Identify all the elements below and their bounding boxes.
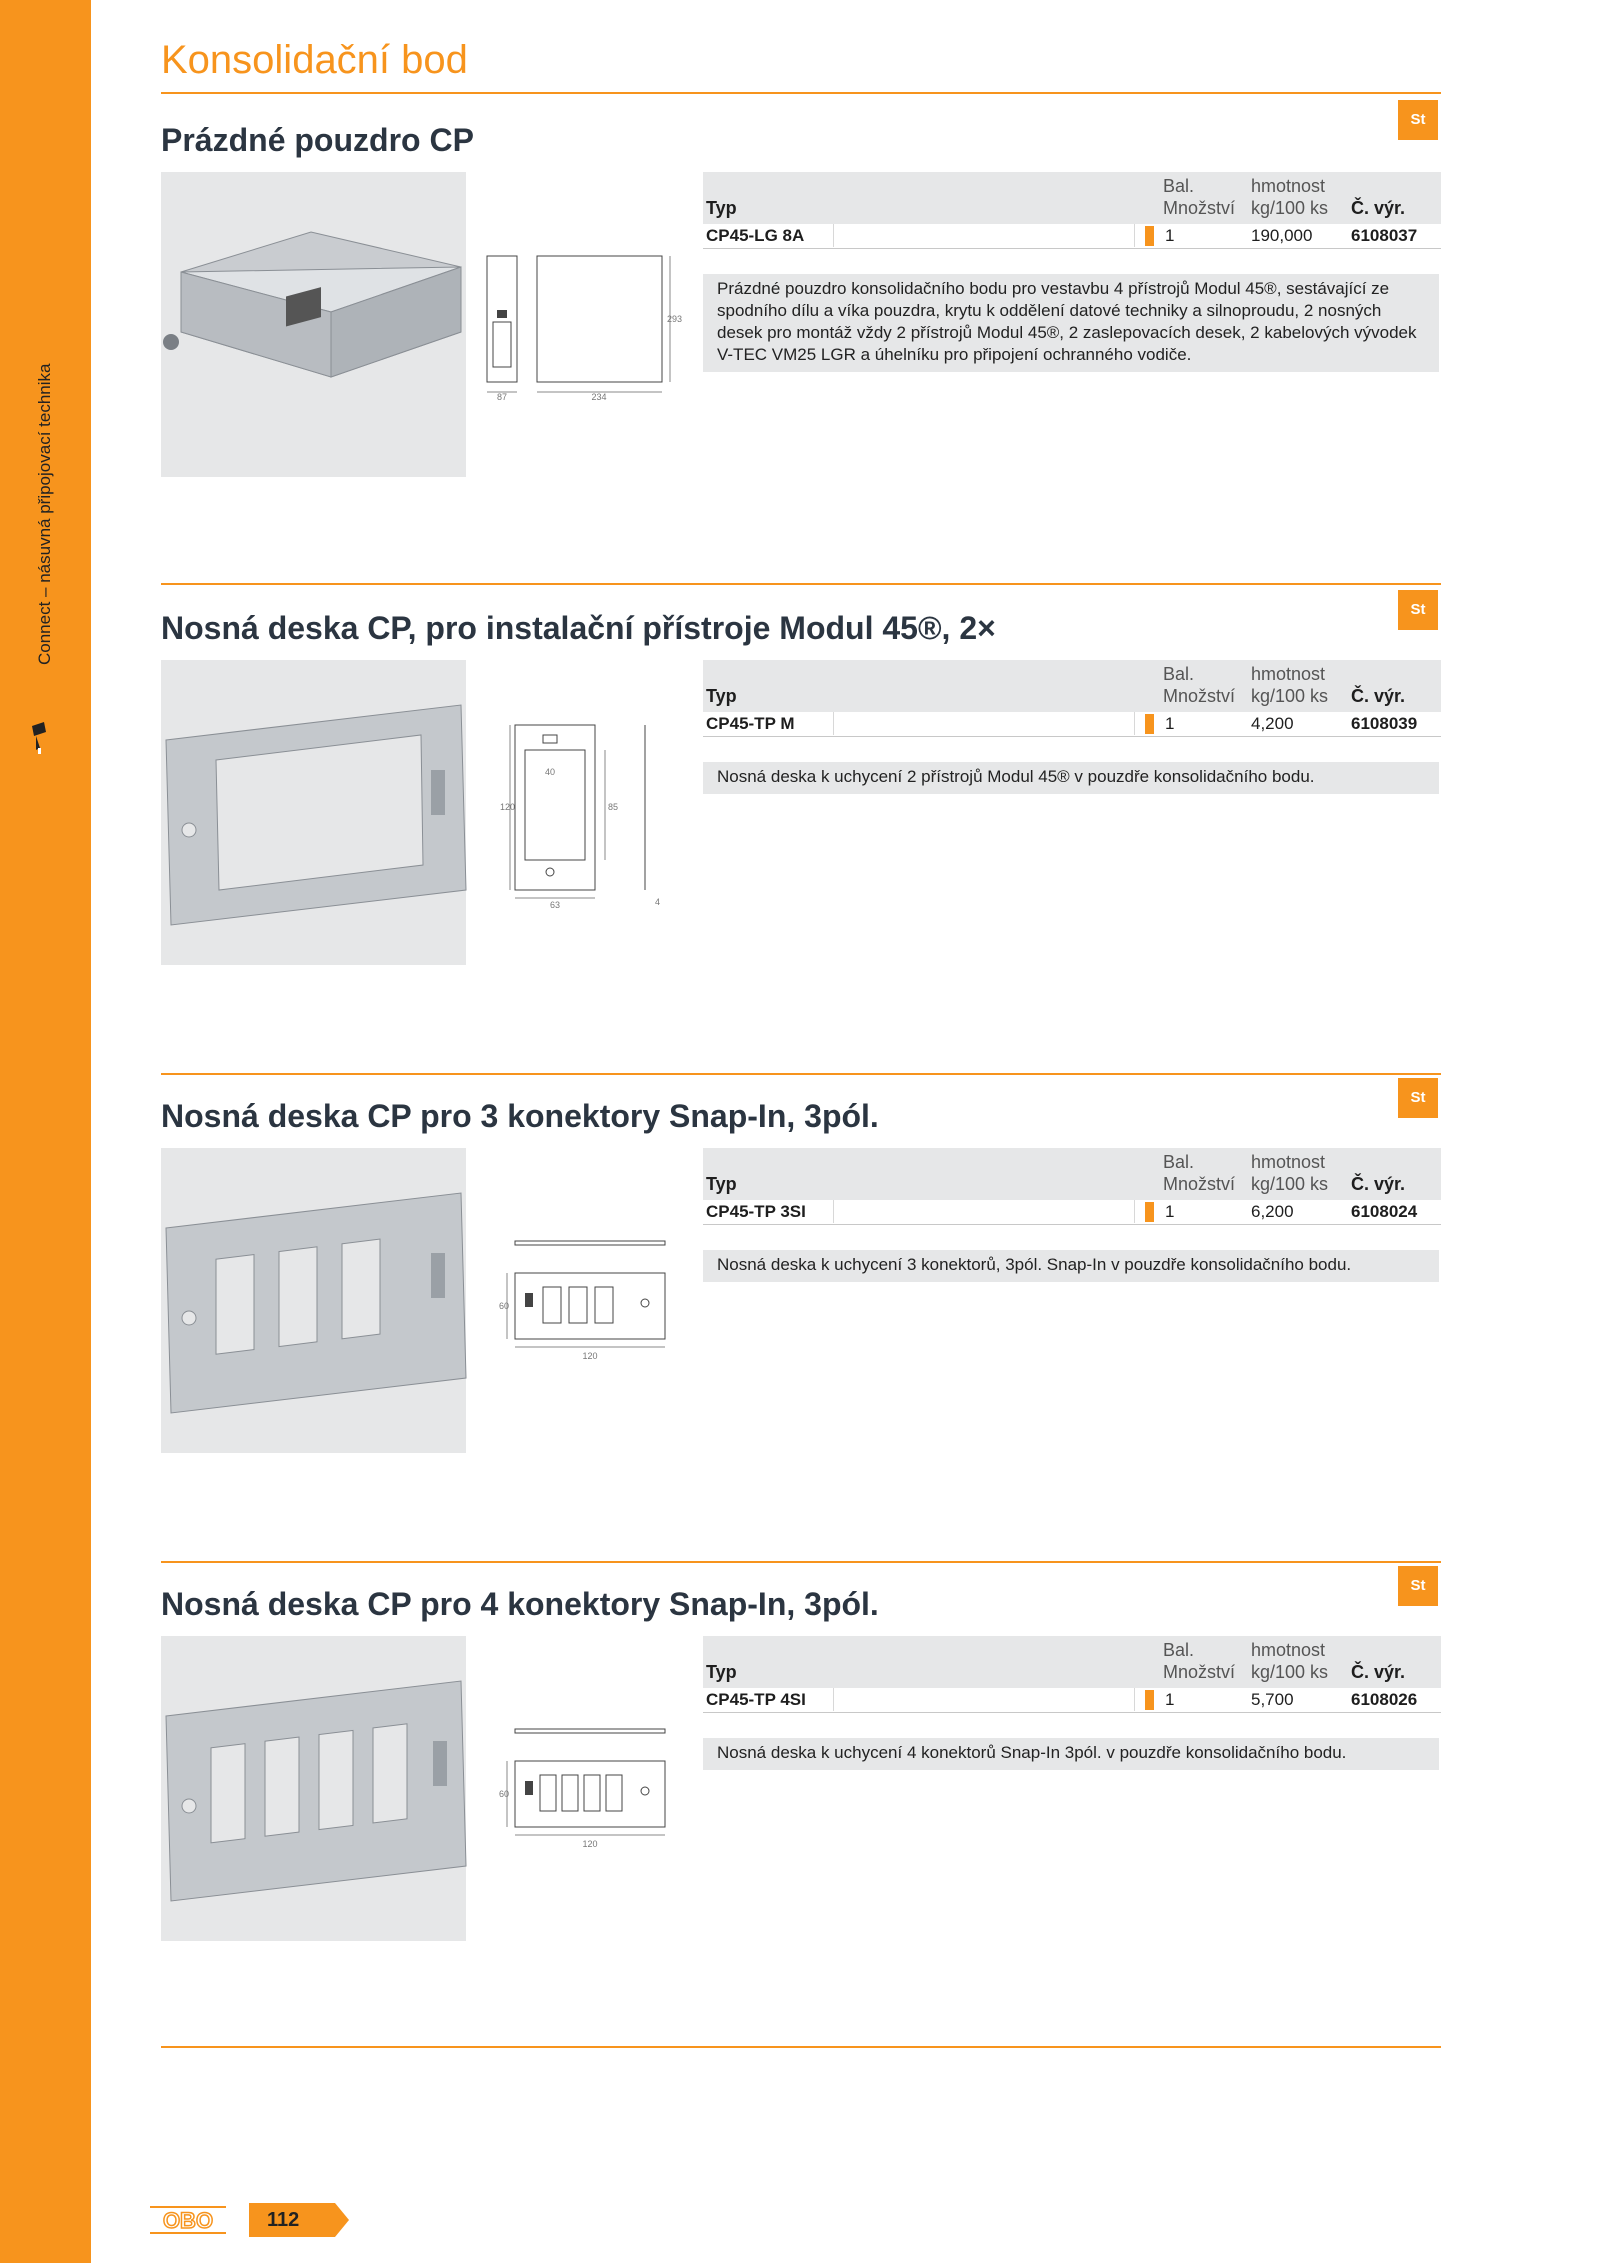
dim-label: 120: [500, 802, 516, 812]
header-mnozstvi: Množství: [1163, 1662, 1236, 1682]
row-qty: 1: [1165, 1202, 1175, 1221]
plate-illustration: [161, 1148, 466, 1453]
plate-illustration: [161, 660, 466, 965]
header-cvyr: Č. výr.: [1351, 198, 1406, 218]
header-hmotnost: hmotnost: [1251, 1640, 1326, 1660]
header-bal: Bal.: [1163, 664, 1195, 684]
row-typ: CP45-LG 8A: [706, 226, 805, 245]
row-marker: [1145, 714, 1154, 734]
header-cvyr: Č. výr.: [1351, 1174, 1406, 1194]
table-header: [703, 660, 1441, 712]
row-weight: 5,700: [1251, 1690, 1294, 1709]
technical-drawing: [485, 252, 683, 402]
dim-label: 4: [655, 897, 661, 907]
header-typ: Typ: [706, 1662, 737, 1682]
dim-label: 234: [591, 392, 607, 402]
table-row: [703, 1200, 1441, 1225]
page-title: Konsolidační bod: [161, 38, 468, 82]
table-header: [703, 172, 1441, 224]
material-badge: St: [1398, 100, 1438, 140]
section-title-3: Nosná deska CP pro 3 konektory Snap-In, 3pól.: [161, 1098, 879, 1134]
row-weight: 6,200: [1251, 1202, 1294, 1221]
material-badge: St: [1398, 590, 1438, 630]
product-table-1: [703, 172, 1441, 249]
material-badge: St: [1398, 1078, 1438, 1118]
row-qty: 1: [1165, 714, 1175, 733]
side-label: Connect – násuvná připojovací technika: [35, 363, 54, 665]
dim-label: 87: [496, 392, 508, 402]
dim-label: 85: [608, 802, 619, 812]
table-row: [703, 224, 1441, 249]
header-kg: kg/100 ks: [1251, 1174, 1329, 1194]
dim-label: 120: [582, 1839, 598, 1849]
row-art: 6108024: [1351, 1202, 1418, 1221]
header-mnozstvi: Množství: [1163, 1174, 1236, 1194]
row-typ: CP45-TP 4SI: [706, 1690, 806, 1709]
row-qty: 1: [1165, 226, 1175, 245]
product-photo: [161, 172, 466, 477]
logo-text: OBO: [162, 2208, 214, 2233]
row-marker: [1145, 1202, 1154, 1222]
header-bal: Bal.: [1163, 1152, 1195, 1172]
divider: [161, 2046, 1441, 2048]
row-art: 6108026: [1351, 1690, 1418, 1709]
product-photo: [161, 1148, 466, 1453]
header-typ: Typ: [706, 1174, 737, 1194]
header-bal: Bal.: [1163, 1640, 1195, 1660]
product-description: Prázdné pouzdro konsolidačního bodu pro vestavbu 4 přístrojů Modul 45®, sestávající ze spodního dílu a víka pouzdra, krytu k oddělení datové techniky a silnoproudu, 2 nosných desek pro montáž vždy 2 přístrojů Modul 45®, 2 zaslepovacích desek, 2 kabelových vývodek V-TEC VM25 LGR a úhelníku pro připojení ochranného vodiče.: [703, 274, 1439, 372]
section-title-2: Nosná deska CP, pro instalační přístroje Modul 45®, 2×: [161, 610, 996, 646]
row-spacer: [833, 1688, 1135, 1711]
page-number: 112: [267, 2209, 300, 2231]
dim-label: 60: [499, 1301, 510, 1311]
row-marker: [1145, 1690, 1154, 1710]
obo-logo: [150, 2203, 226, 2237]
row-spacer: [833, 712, 1135, 735]
table-row: [703, 1688, 1441, 1713]
table-row: [703, 712, 1441, 737]
dim-label: 293: [667, 314, 683, 324]
product-description: Nosná deska k uchycení 2 přístrojů Modul 45® v pouzdře konsolidačního bodu.: [703, 762, 1439, 794]
row-typ: CP45-TP 3SI: [706, 1202, 806, 1221]
dim-label: 120: [582, 1351, 598, 1361]
sidebar: [0, 0, 91, 2263]
header-cvyr: Č. výr.: [1351, 1662, 1406, 1682]
table-header: [703, 1148, 1441, 1200]
product-description: Nosná deska k uchycení 4 konektorů Snap-In 3pól. v pouzdře konsolidačního bodu.: [703, 1738, 1439, 1770]
header-cvyr: Č. výr.: [1351, 686, 1406, 706]
header-mnozstvi: Množství: [1163, 198, 1236, 218]
row-spacer: [833, 224, 1135, 247]
section-title-4: Nosná deska CP pro 4 konektory Snap-In, 3pól.: [161, 1586, 879, 1622]
product-photo: [161, 1636, 466, 1941]
dim-label: 60: [499, 1789, 510, 1799]
row-art: 6108039: [1351, 714, 1418, 733]
product-table-4: [703, 1636, 1441, 1713]
product-description: Nosná deska k uchycení 3 konektorů, 3pól. Snap-In v pouzdře konsolidačního bodu.: [703, 1250, 1439, 1282]
technical-drawing: [480, 720, 670, 910]
technical-drawing: [485, 1235, 685, 1375]
connector-icon: [24, 718, 52, 758]
header-kg: kg/100 ks: [1251, 1662, 1329, 1682]
row-weight: 190,000: [1251, 226, 1313, 245]
table-header: [703, 1636, 1441, 1688]
header-typ: Typ: [706, 198, 737, 218]
row-art: 6108037: [1351, 226, 1418, 245]
product-photo: [161, 660, 466, 965]
divider: [161, 1561, 1441, 1563]
technical-drawing: [485, 1723, 685, 1863]
header-hmotnost: hmotnost: [1251, 176, 1326, 196]
housing-illustration: [161, 172, 466, 477]
page-number-tab: [249, 2203, 349, 2237]
material-badge: St: [1398, 1566, 1438, 1606]
row-typ: CP45-TP M: [706, 714, 795, 733]
product-table-3: [703, 1148, 1441, 1225]
section-title-1: Prázdné pouzdro CP: [161, 122, 474, 158]
header-mnozstvi: Množství: [1163, 686, 1236, 706]
dim-label: 63: [549, 900, 561, 910]
header-hmotnost: hmotnost: [1251, 1152, 1326, 1172]
header-typ: Typ: [706, 686, 737, 706]
row-spacer: [833, 1200, 1135, 1223]
row-qty: 1: [1165, 1690, 1175, 1709]
dim-label: 40: [544, 767, 556, 777]
divider: [161, 583, 1441, 585]
header-bal: Bal.: [1163, 176, 1195, 196]
product-table-2: [703, 660, 1441, 737]
header-kg: kg/100 ks: [1251, 686, 1329, 706]
header-hmotnost: hmotnost: [1251, 664, 1326, 684]
divider: [161, 92, 1441, 94]
plate-illustration: [161, 1636, 466, 1941]
header-kg: kg/100 ks: [1251, 198, 1329, 218]
row-weight: 4,200: [1251, 714, 1294, 733]
row-marker: [1145, 226, 1154, 246]
divider: [161, 1073, 1441, 1075]
